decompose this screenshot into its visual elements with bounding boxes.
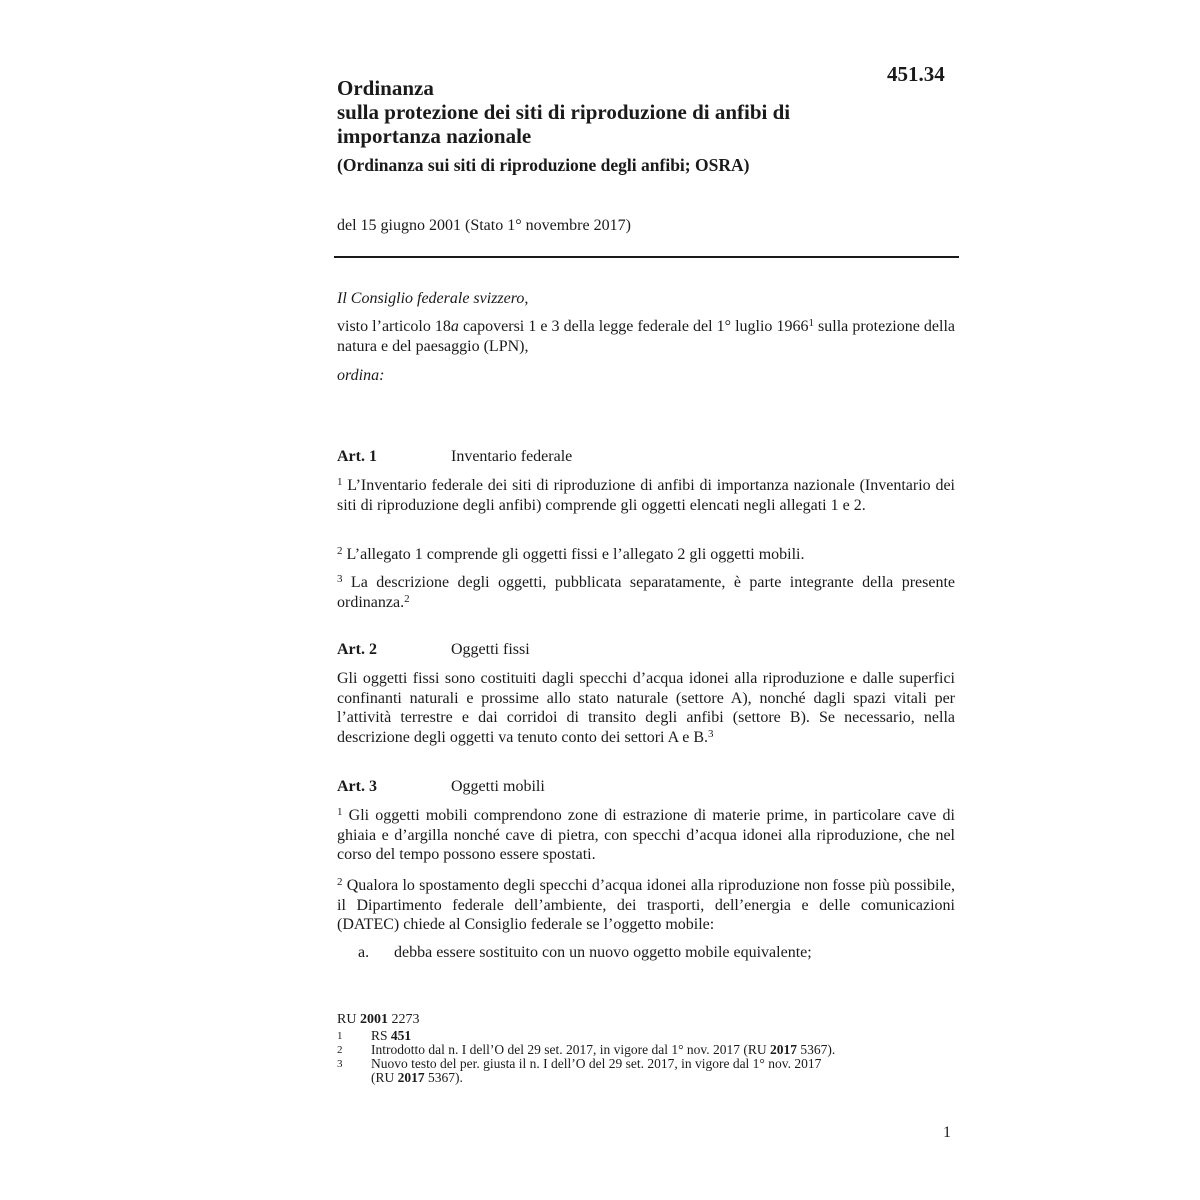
article-paragraph: $^1$ L’Inventario federale dei siti di riproduzione di anfibi di importanza nazionale (Inventario dei siti di riproduzione degli anfibi) comprende gli oggetti elencati negli allegati 1 e 2. [337,476,955,514]
footnote-ref[interactable]: 1 [808,317,814,329]
article-paragraph: $^1$ Gli oggetti mobili comprendono zone di estrazione di materie prime, in particolare cave di ghiaia e d’argilla nonché cave di pietra, con specchi d’acqua idonei alla riproduzione, che nel corso del tempo possono essere spostati. [337,806,955,863]
article-number: Art. 1 [337,448,377,465]
footnote: 1 RS 451 [337,1028,412,1043]
title-line: importanza nazionale [337,124,532,148]
preamble-visto: visto l’articolo 18a capoversi 1 e 3 della legge federale del 1° luglio 1966$^1$ sulla protezione della natura e del paesaggio (LPN), [337,317,955,355]
document-number: 451.34 [887,62,945,86]
article-heading [337,778,545,796]
title-block [337,76,897,176]
document-date: del 15 giugno 2001 (Stato 1° novembre 2017) [337,217,631,234]
article-paragraph: $^2$ Qualora lo spostamento degli specchi d’acqua idonei alla riproduzione non fosse più possibile, il Dipartimento federale dell’ambiente, dei trasporti, dell’energia e delle comunicazioni (DATEC) chiede al Consiglio federale se l’oggetto mobile: [337,876,955,933]
footnotes [337,1011,937,1085]
article-title: Oggetti mobili [451,778,545,795]
list-text: debba essere sostituito con un nuovo oggetto mobile equivalente; [394,944,812,961]
subtitle: (Ordinanza sui siti di riproduzione degli anfibi; OSRA) [337,155,750,175]
footnote: 3 Nuovo testo del per. giusta il n. I dell’O del 29 set. 2017, in vigore dal 1° nov. 2017 (RU 2017 5367). [337,1056,822,1085]
article-paragraph: Gli oggetti fissi sono costituiti dagli specchi d’acqua idonei alla riproduzione e dalle superfici confinanti naturali e prossime allo stato naturale (settore A), nonché dagli spazi vitali per l’attività terrestre e dai corridoi di transito degli anfibi (settore B). Se necessario, nella descrizione degli oggetti va tenuto conto dei settori A e B.$^3$ [337,670,955,746]
list-item [358,944,812,962]
ru-reference: RU 2001 2273 [337,1012,420,1027]
header-divider [334,256,959,258]
list-letter: a. [358,944,370,961]
article-paragraph: $^3$ La descrizione degli oggetti, pubblicata separatamente, è parte integrante della presente ordinanza.$^2$ [337,573,955,611]
title-line: Ordinanza [337,76,434,100]
footnote: 2 Introdotto dal n. I dell’O del 29 set. 2017, in vigore dal 1° nov. 2017 (RU 2017 5367). [337,1042,836,1057]
article-title: Inventario federale [451,448,573,465]
page-number: 1 [943,1124,951,1141]
footnote-ref[interactable]: 2 [404,592,410,605]
title-line: sulla protezione dei siti di riproduzione di anfibi di [337,100,791,124]
article-paragraph: $^2$ L’allegato 1 comprende gli oggetti fissi e l’allegato 2 gli oggetti mobili. [337,545,805,563]
article-title: Oggetti fissi [451,641,530,658]
preamble-authority: Il Consiglio federale svizzero, [337,290,529,307]
footnote-ref[interactable]: 3 [708,727,714,740]
article-number: Art. 3 [337,778,377,795]
article-heading [337,448,572,466]
preamble-ordina: ordina: [337,367,385,384]
article-heading [337,641,530,659]
article-number: Art. 2 [337,641,377,658]
